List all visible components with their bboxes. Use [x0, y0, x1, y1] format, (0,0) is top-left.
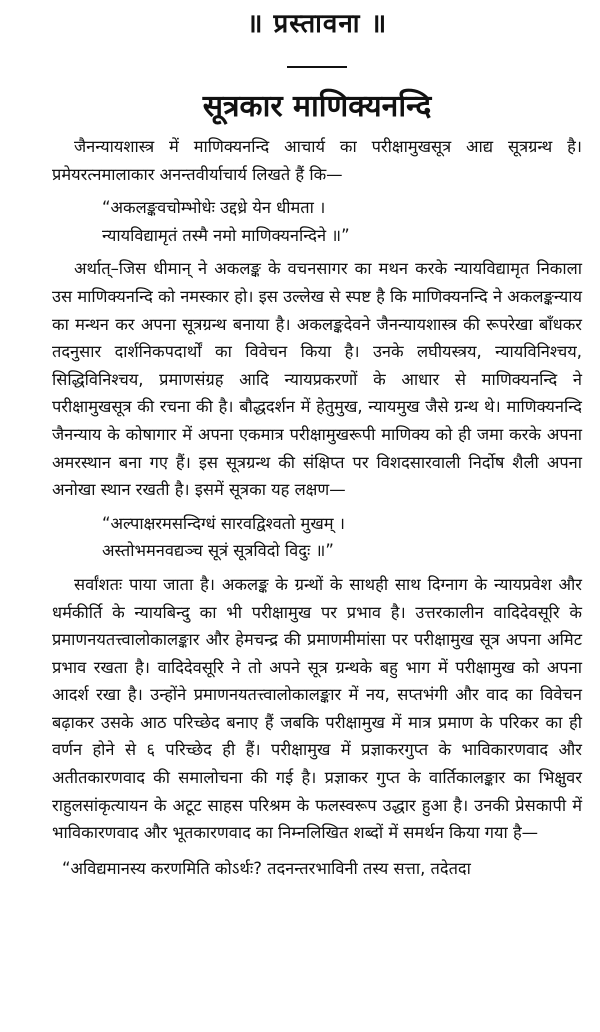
paragraph-1: जैनन्यायशास्त्र में माणिक्यनन्दि आचार्य का परीक्षामुखसूत्र आद्य सूत्रग्रन्थ है। प्रमेयरत्नमालाकार अनन्तवीर्याचार्य लिखते हैं कि— [52, 137, 582, 184]
document-page [0, 4, 600, 1032]
paragraph-4-quote: “अविद्यमानस्य करणमिति कोऽर्थः? तदनन्तरभाविनी तस्य सत्ता, तदेतदा [62, 858, 471, 878]
verse-2 [102, 510, 582, 565]
section-title: ॥ प्रस्तावना ॥ [246, 9, 388, 39]
chapter-title: सूत्रकार माणिक्यनन्दि [202, 89, 432, 124]
verse-1 [102, 194, 582, 249]
verse-2-line-1: “अल्पाक्षरमसन्दिग्धं सारवद्विश्वतो मुखम् । [102, 513, 345, 533]
paragraph-2: अर्थात्–जिस धीमान् ने अकलङ्क के वचनसागर का मथन करके न्यायविद्यामृत निकाला उस माणिक्यनन्दि को नमस्कार हो। इस उल्लेख से स्पष्ट है कि माणिक्यनन्दि ने अकलङ्कन्याय का मन्थन कर अपना सूत्रग्रन्थ बनाया है। अकलङ्कदेवने जैनन्यायशास्त्र की रूपरेखा बाँधकर तदनुसार दार्शनिकपदार्थों का विवेचन किया है। उनके लघीयस्त्रय, न्यायविनिश्चय, सिद्धिविनिश्चय, प्रमाणसंग्रह आदि न्यायप्रकरणों के आधार से माणिक्यनन्दि ने परीक्षामुखसूत्र की रचना की है। बौद्धदर्शन में हेतुमुख, न्यायमुख जैसे ग्रन्थ थे। माणिक्यनन्दि जैनन्याय के कोषागार में अपना एकमात्र परीक्षामुखरूपी माणिक्य को ही जमा करके अपना अमरस्थान बना गए हैं। इस सूत्रग्रन्थ की संक्षिप्त पर विशदसारवाली निर्दोष शैली अपना अनोखा स्थान रखती है। इसमें सूत्रका यह लक्षण— [52, 259, 582, 500]
verse-1-line-1: “अकलङ्कवचोम्भोधेः उद्दध्रे येन धीमता । [102, 198, 326, 218]
paragraph-3: सर्वांशतः पाया जाता है। अकलङ्क के ग्रन्थों के साथही साथ दिग्नाग के न्यायप्रवेश और धर्मकीर्ति के न्यायबिन्दु का भी परीक्षामुख पर प्रभाव है। उत्तरकालीन वादिदेवसूरि के प्रमाणनयतत्त्वालोकालङ्कार और हेमचन्द्र की प्रमाणमीमांसा पर परीक्षामुख सूत्र अपना अमिट प्रभाव रखता है। वादिदेवसूरि ने तो अपने सूत्र ग्रन्थके बहु भाग में परीक्षामुख को अपना आदर्श रखा है। उन्होंने प्रमाणनयतत्त्वालोकालङ्कार में नय, सप्तभंगी और वाद का विवेचन बढ़ाकर उसके आठ परिच्छेद बनाए हैं जबकि परीक्षामुख में मात्र प्रमाण के परिकर का ही वर्णन होने से ६ परिच्छेद ही हैं। परीक्षामुख में प्रज्ञाकरगुप्त के भाविकारणवाद और अतीतकारणवाद की समालोचना की गई है। प्रज्ञाकर गुप्त के वार्तिकालङ्कार का भिक्षुवर राहुलसांकृत्यायन के अटूट साहस परिश्रम के फलस्वरूप उद्धार हुआ है। उनकी प्रेसकापी में भाविकारणवाद और भूतकारणवाद का निम्नलिखित शब्दों में समर्थन किया गया है— [52, 574, 582, 843]
title-divider [287, 66, 347, 68]
verse-1-line-2: न्यायविद्यामृतं तस्मै नमो माणिक्यनन्दिने ॥” [102, 225, 350, 245]
verse-2-line-2: अस्तोभमनवद्यञ्च सूत्रं सूत्रविदो विदुः ॥” [102, 541, 334, 561]
